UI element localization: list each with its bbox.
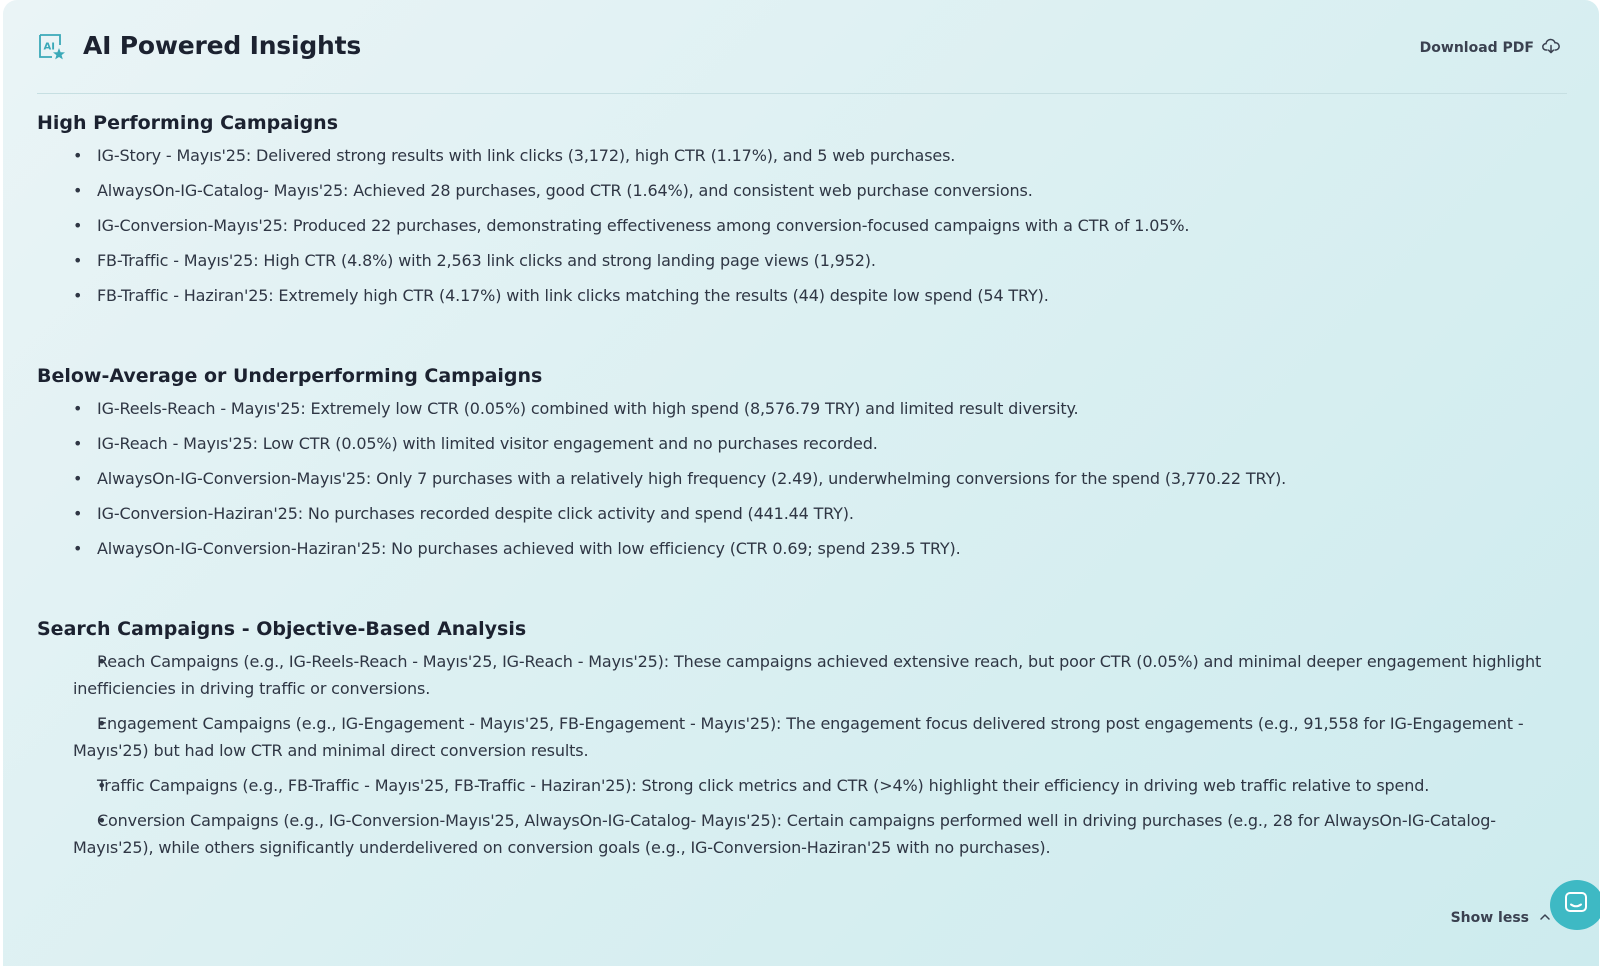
ai-sparkle-icon bbox=[36, 32, 66, 62]
insight-list bbox=[37, 648, 1567, 861]
svg-text:AI: AI bbox=[43, 41, 55, 53]
show-less-button[interactable] bbox=[1451, 910, 1551, 926]
insight-list bbox=[37, 142, 1567, 309]
list-item: • Traffic Campaigns (e.g., FB-Traffic - Mayıs'25, FB-Traffic - Haziran'25): Strong click metrics and CTR (>4%) highlight their efficiency in driving web traffic relative to spend. bbox=[37, 772, 1567, 799]
header-divider bbox=[37, 93, 1567, 94]
list-item: • FB-Traffic - Haziran'25: Extremely high CTR (4.17%) with link clicks matching the results (44) despite low spend (54 TRY). bbox=[37, 282, 1567, 309]
list-item: • IG-Story - Mayıs'25: Delivered strong results with link clicks (3,172), high CTR (1.17%), and 5 web purchases. bbox=[37, 142, 1567, 169]
section-heading: High Performing Campaigns bbox=[37, 112, 339, 134]
section-underperforming bbox=[37, 363, 1567, 570]
list-item: • FB-Traffic - Mayıs'25: High CTR (4.8%) with 2,563 link clicks and strong landing page views (1,952). bbox=[37, 247, 1567, 274]
insight-list bbox=[37, 395, 1567, 562]
section-heading: Below-Average or Underperforming Campaigns bbox=[37, 365, 543, 387]
download-pdf-label: Download PDF bbox=[1419, 40, 1534, 56]
show-less-label: Show less bbox=[1450, 910, 1529, 926]
chevron-up-icon bbox=[1539, 910, 1551, 926]
insights-card bbox=[3, 0, 1599, 966]
list-item: • Conversion Campaigns (e.g., IG-Conversion-Mayıs'25, AlwaysOn-IG-Catalog- Mayıs'25): Certain campaigns performed well in driving purchases (e.g., 28 for AlwaysOn-IG-Catalog- Mayıs'25), while others significantly underdelivered on conversion goals (e.g., IG-Conversion-Haziran'25 with no purchases). bbox=[37, 807, 1567, 861]
download-pdf-button[interactable] bbox=[1420, 38, 1560, 58]
section-objective-analysis bbox=[37, 616, 1567, 869]
cloud-download-icon bbox=[1542, 38, 1560, 58]
section-heading: Search Campaigns - Objective-Based Analysis bbox=[37, 618, 527, 640]
chat-bubble-icon bbox=[1563, 890, 1589, 920]
list-item: • IG-Reels-Reach - Mayıs'25: Extremely low CTR (0.05%) combined with high spend (8,576.79 TRY) and limited result diversity. bbox=[37, 395, 1567, 422]
list-item: • AlwaysOn-IG-Conversion-Haziran'25: No purchases achieved with low efficiency (CTR 0.69; spend 239.5 TRY). bbox=[37, 535, 1567, 562]
list-item: • IG-Reach - Mayıs'25: Low CTR (0.05%) with limited visitor engagement and no purchases recorded. bbox=[37, 430, 1567, 457]
chat-launcher-button[interactable] bbox=[1550, 880, 1600, 930]
list-item: • Reach Campaigns (e.g., IG-Reels-Reach - Mayıs'25, IG-Reach - Mayıs'25): These campaigns achieved extensive reach, but poor CTR (0.05%) and minimal deeper engagement highlight inefficiencies in driving traffic or conversions. bbox=[37, 648, 1567, 702]
list-item: • IG-Conversion-Haziran'25: No purchases recorded despite click activity and spend (441.44 TRY). bbox=[37, 500, 1567, 527]
page-title: AI Powered Insights bbox=[83, 31, 362, 60]
list-item: • IG-Conversion-Mayıs'25: Produced 22 purchases, demonstrating effectiveness among conversion-focused campaigns with a CTR of 1.05%. bbox=[37, 212, 1567, 239]
insights-header bbox=[36, 30, 1566, 70]
list-item: • AlwaysOn-IG-Catalog- Mayıs'25: Achieved 28 purchases, good CTR (1.64%), and consistent web purchase conversions. bbox=[37, 177, 1567, 204]
list-item: • Engagement Campaigns (e.g., IG-Engagement - Mayıs'25, FB-Engagement - Mayıs'25): The engagement focus delivered strong post engagements (e.g., 91,558 for IG-Engagement - Mayıs'25) but had low CTR and minimal direct conversion results. bbox=[37, 710, 1567, 764]
list-item: • AlwaysOn-IG-Conversion-Mayıs'25: Only 7 purchases with a relatively high frequency (2.49), underwhelming conversions for the spend (3,770.22 TRY). bbox=[37, 465, 1567, 492]
section-high-performing bbox=[37, 110, 1567, 317]
